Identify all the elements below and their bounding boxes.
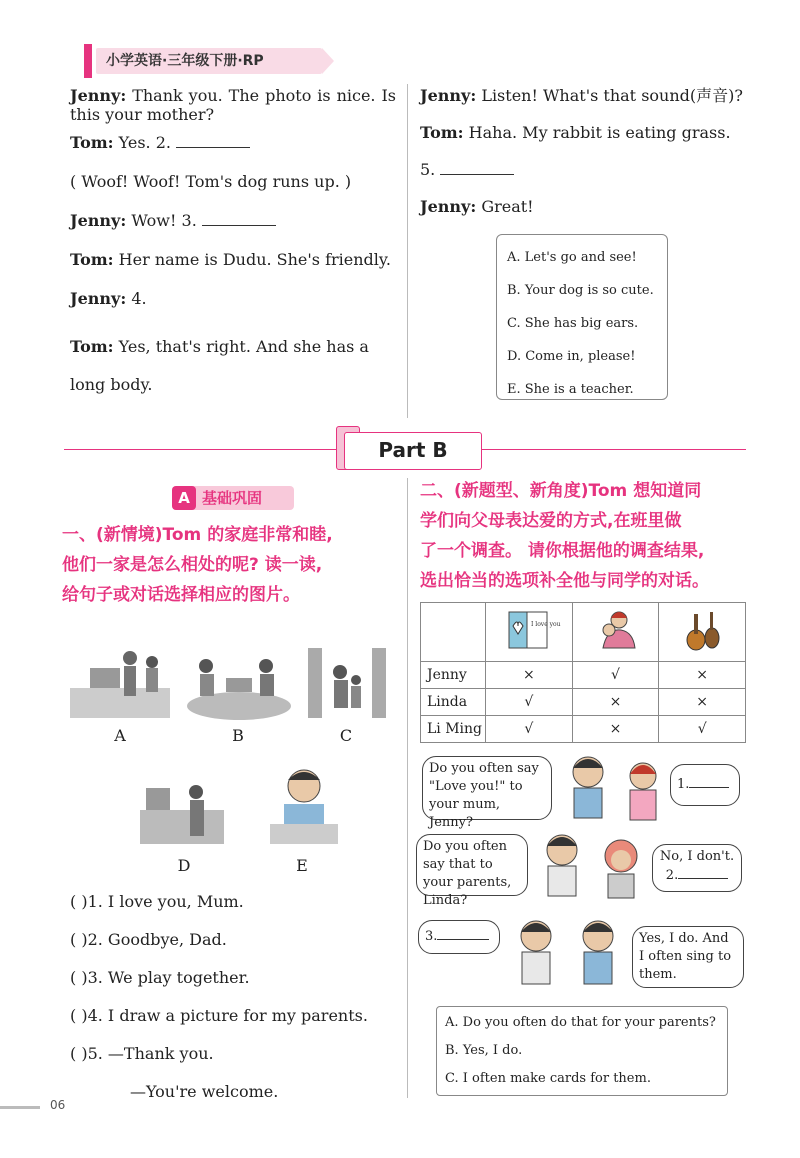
question-2-title: 二、(新题型、新角度)Tom 想知道同 学们向父母表达爱的方式,在班里做 了一个调查。 请你根据他的调查结果, 选出恰当的选项补全他与同学的对话。	[420, 481, 709, 591]
survey-mark: ×	[572, 716, 659, 743]
survey-mark: √	[486, 689, 573, 716]
speech-bubble-1: Do you often say "Love you!" to your mum, Jenny?	[422, 756, 552, 820]
banner-line-right	[482, 449, 746, 450]
girl-figure-linda	[596, 834, 646, 900]
boy-figure-li-ming	[572, 916, 624, 988]
option-c: C. She has big ears.	[507, 316, 639, 331]
survey-header-card	[486, 603, 573, 662]
question-1-title: 一、(新情境)Tom 的家庭非常和睦, 他们一家是怎么相处的呢? 读一读, 给句子或对话选择相应的图片。	[62, 525, 333, 605]
picture-b	[186, 648, 292, 720]
picture-label-e: E	[296, 856, 308, 875]
dialog-left	[70, 86, 396, 404]
girl-figure-jenny	[620, 756, 666, 822]
page-number-rule	[0, 1106, 40, 1109]
picture-d	[140, 770, 224, 846]
survey-mark: ×	[486, 662, 573, 689]
option-b: B. Your dog is so cute.	[507, 283, 654, 298]
page-number: 06	[50, 1098, 66, 1112]
survey-header-music	[659, 603, 746, 662]
boy-figure-1	[562, 752, 614, 822]
survey-header-hug	[572, 603, 659, 662]
survey-mark: √	[572, 662, 659, 689]
hug-icon	[593, 608, 637, 652]
boy-figure-3	[510, 916, 562, 988]
section-tag: A 基础巩固	[172, 486, 294, 510]
dialog-right	[420, 86, 760, 216]
picture-label-c: C	[339, 726, 353, 745]
banner-line-left	[64, 449, 336, 450]
speech-bubble-answer-1: 1.	[670, 764, 740, 806]
dialog-line-5: Tom: Her name is Dudu. She's friendly.	[70, 250, 391, 269]
option-d: D. Come in, please!	[507, 349, 636, 364]
dialog-line-10: 5.	[420, 160, 760, 179]
part-b-title: Part B	[344, 432, 482, 470]
dialog-line-7: Tom: Yes, that's right. And she has a long body.	[70, 337, 369, 394]
speech-bubble-3: 3.	[418, 920, 500, 954]
picture-label-b: B	[232, 726, 244, 745]
dialog-line-3: ( Woof! Woof! Tom's dog runs up. )	[70, 172, 352, 191]
dialog-line-11: Jenny: Great!	[420, 197, 534, 216]
survey-name-li-ming: Li Ming	[421, 716, 486, 743]
answer-blank-b3[interactable]	[437, 927, 489, 940]
option-a: A. Let's go and see!	[507, 250, 637, 265]
dialog-line-4: Jenny: Wow! 3.	[70, 211, 396, 230]
picture-label-a: A	[114, 726, 126, 745]
speech-bubble-answer-3: Yes, I do. And I often sing to them.	[632, 926, 744, 988]
book-header: 小学英语·三年级下册·RP	[96, 48, 322, 74]
option-bottom-c: C. I often make cards for them.	[445, 1071, 651, 1086]
svg-text:I love you: I love you	[530, 621, 561, 628]
options-box-bottom	[436, 1006, 728, 1096]
survey-table	[420, 602, 746, 743]
answer-blank-5[interactable]	[440, 160, 514, 175]
survey-mark: ×	[572, 689, 659, 716]
survey-mark: √	[659, 716, 746, 743]
guitar-icon	[680, 608, 724, 652]
survey-name-linda: Linda	[421, 689, 486, 716]
survey-corner-cell	[421, 603, 486, 662]
q1-item-4: ( )4. I draw a picture for my parents.	[70, 1006, 368, 1025]
options-box-top	[496, 234, 668, 400]
answer-blank-3[interactable]	[202, 211, 276, 226]
dialog-line-8: Jenny: Listen! What's that sound(声音)?	[420, 86, 743, 105]
answer-blank-2[interactable]	[176, 133, 250, 148]
column-divider-top	[407, 84, 408, 418]
dialog-line-9: Tom: Haha. My rabbit is eating grass.	[420, 123, 731, 142]
picture-e	[270, 764, 338, 846]
option-bottom-a: A. Do you often do that for your parents?	[445, 1015, 716, 1030]
option-bottom-b: B. Yes, I do.	[445, 1043, 523, 1058]
picture-a	[70, 648, 170, 720]
boy-figure-2	[536, 830, 588, 900]
header-mark	[84, 44, 92, 78]
picture-c	[304, 644, 390, 720]
q1-item-5-reply: —You're welcome.	[130, 1082, 279, 1101]
speech-bubble-answer-2: No, I don't. 2.	[652, 844, 742, 892]
picture-label-d: D	[177, 856, 191, 875]
dialog-line-2: Tom: Yes. 2.	[70, 133, 396, 152]
speech-bubble-2: Do you often say that to your parents, Linda?	[416, 834, 528, 896]
q1-item-2: ( )2. Goodbye, Dad.	[70, 930, 227, 949]
card-icon	[507, 608, 561, 652]
answer-blank-b2[interactable]	[678, 866, 728, 879]
q1-item-1: ( )1. I love you, Mum.	[70, 892, 244, 911]
q1-item-3: ( )3. We play together.	[70, 968, 250, 987]
survey-name-jenny: Jenny	[421, 662, 486, 689]
dialog-line-6: Jenny: 4.	[70, 289, 147, 308]
option-e: E. She is a teacher.	[507, 382, 634, 397]
q1-item-5: ( )5. —Thank you.	[70, 1044, 214, 1063]
question-1-items	[70, 892, 400, 1102]
survey-mark: ×	[659, 689, 746, 716]
answer-blank-b1[interactable]	[689, 773, 729, 788]
dialog-line-1: Jenny: Thank you. The photo is nice. Is this your mother?	[70, 86, 397, 124]
column-divider-bottom	[407, 478, 408, 1098]
survey-mark: ×	[659, 662, 746, 689]
survey-mark: √	[486, 716, 573, 743]
